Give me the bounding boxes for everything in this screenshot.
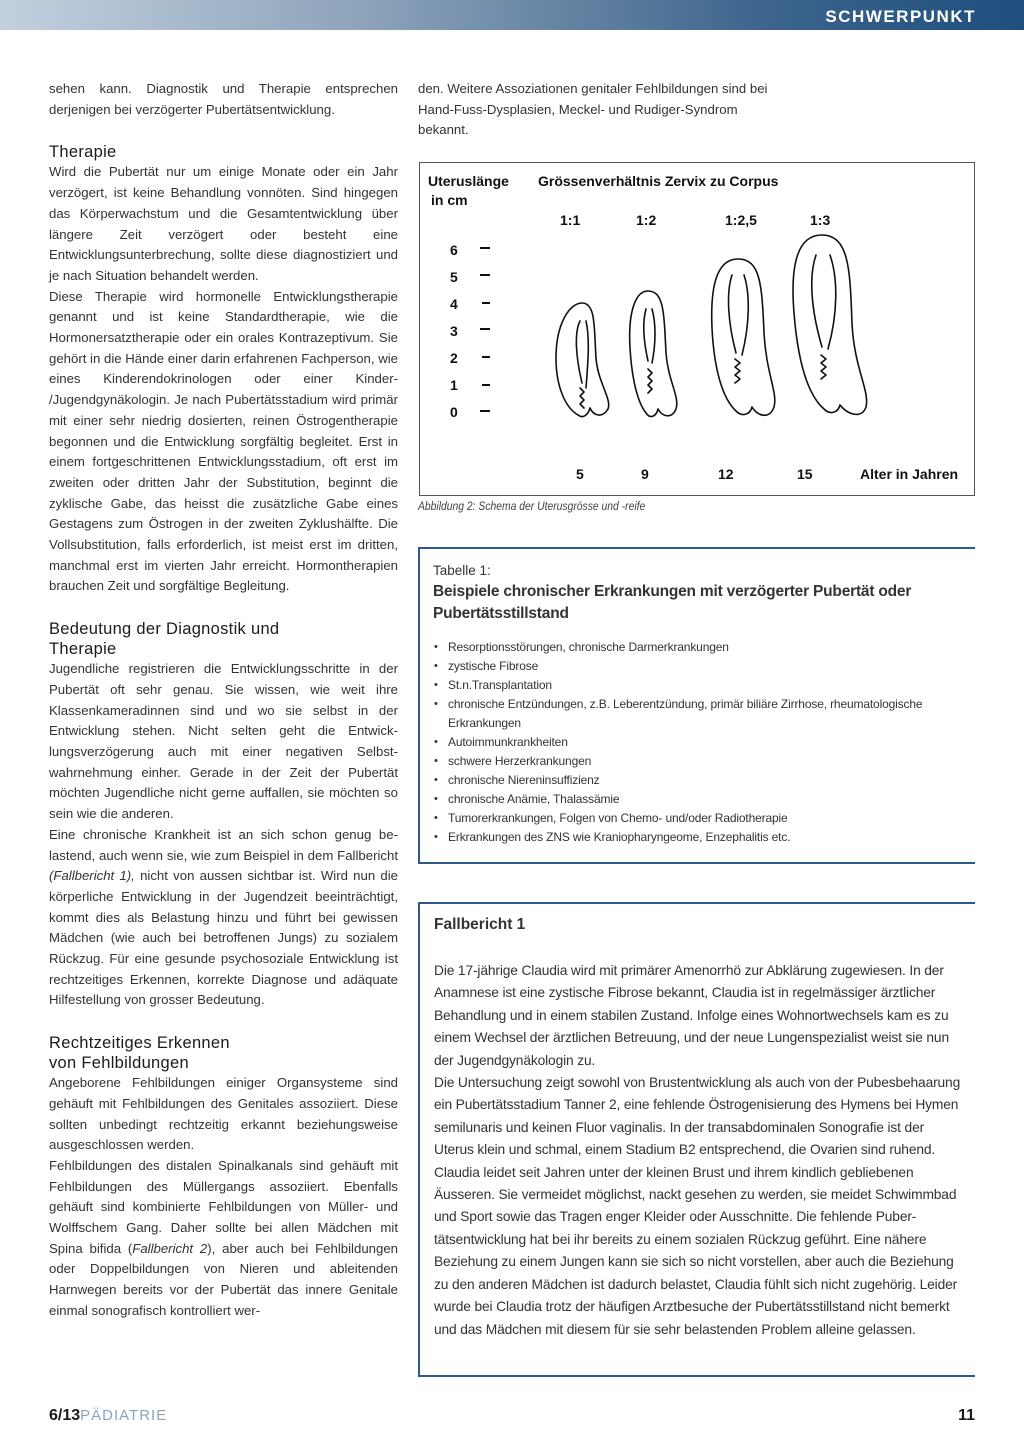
list-item: • chronische Niereninsuffizienz xyxy=(433,771,953,790)
age-label: 15 xyxy=(797,466,813,482)
case-report-1-text xyxy=(434,960,962,1341)
figure-ylabel-line-2: in cm xyxy=(431,192,468,208)
uterus-shape-age-15 xyxy=(793,235,867,414)
list-item: • Erkrankungen des ZNS wie Kraniopharyngeome, Enzephalitis etc. xyxy=(433,828,953,847)
list-item: • St.n.Transplantation xyxy=(433,676,953,695)
therapie-paragraph-1: Wird die Pubertät nur um einige Monate oder ein Jahr verzögert, ist keine Behandlung vonnöten. Sind hingegen das Körperwachstum und die Gesamtentwicklung über längere Zeit verzögert oder besteht eine Entwicklungsunterbrechung, sollte diese diagnostiziert und je nach Situation behandelt werden. xyxy=(49,164,398,283)
bedeutung-heading xyxy=(49,619,398,659)
age-label: 12 xyxy=(718,466,734,482)
case-report-1-box xyxy=(418,902,975,1377)
fehl-p2-text-b: ), aber auch bei Fehlbildungen oder Doppelbildungen von Nieren und ableitenden Harnwegen bereits vor der Pubertät das innere Genitale einmal sonografisch kontrolliert wer- xyxy=(49,1240,398,1318)
scale-label: 3 xyxy=(450,323,458,339)
list-item: • chronische Anämie, Thalassämie xyxy=(433,790,953,809)
case-report-1-title: Fallbericht 1 xyxy=(434,916,526,933)
therapie-heading: Therapie xyxy=(49,143,117,162)
uterus-shape-age-5 xyxy=(556,303,609,417)
figure-caption: Abbildung 2: Schema der Uterusgrösse und -reife xyxy=(418,501,646,513)
list-item: • Tumorerkrankungen, Folgen von Chemo- und/oder Radiotherapie xyxy=(433,809,953,828)
bedeutung-heading-line-1: Bedeutung der Diagnostik und xyxy=(49,620,280,639)
uterus-figure xyxy=(419,162,975,496)
bedeutung-p2-text-a: Eine chronische Krankheit ist an sich schon genug belastend, auch wenn sie, wie zum Beispiel in dem Fallbericht xyxy=(49,826,398,863)
left-column xyxy=(49,79,398,1322)
uterus-shape-age-9 xyxy=(630,291,677,416)
fehlbildungen-paragraph-2 xyxy=(49,1156,398,1322)
figure-ylabel-line-1: Uteruslänge xyxy=(428,173,509,189)
therapie-paragraph-2: Diese Therapie wird hormonelle Entwicklungstherapie genannt und ist keine Standardtherapie, wie die Hormonersatztherapie oder ein orales Kontrazeptivum. Sie gehört in die Hände einer darin erfahrenen Fachperson, wie eines Kinderendokrinologen oder einer Kinder- /Jugendgynäkologin. Je nach Pubertätsstadium wird primär mit einer sehr niedrig dosierten, reinen Östrogentherapie begonnen und die Entwicklung sorgfältig begleitet. Erst in einem fortgeschrittenen Entwicklungsstadium, oft erst im zweiten oder dritten Jahr der Substitution, beginnt die zyklische Gabe, das heisst die zusätzliche Gabe eines Gestagens zum Östrogen in der zweiten Zyklushälfte. Die Vollsubstitution, falls erforderlich, ist meist erst im dritten, manchmal erst im vierten Jahr erreicht. Hormontherapien brauchen Zeit und sorgfältige Begleitung. xyxy=(49,288,398,594)
right-column-text xyxy=(418,79,770,141)
intro-paragraph: sehen kann. Diagnostik und Therapie entsprechen derjenigen bei verzögerter Pubertätsentwicklung. xyxy=(49,81,398,117)
fehlbildungen-heading xyxy=(49,1033,398,1073)
scale-ticks xyxy=(480,248,490,411)
journal-name: PÄDIATRIE xyxy=(80,1407,168,1424)
case-report-paragraph-1: Die 17-jährige Claudia wird mit primärer Amenorrhö zur Abklärung zugewiesen. In der Anamnese ist eine zystische Fibrose bekannt, Claudia ist in regelmässiger ärztlicher Behandlung und in einem stabilen Zustand. Infolge eines Wohnortwechsels kam es zu einem Wechsel der ärztlichen Betreuung, und der neue Lungenspezialist weist sie nun der Jugendgynäkologin zu. xyxy=(434,963,949,1068)
age-label: 5 xyxy=(576,466,584,482)
ratio-label: 1:2 xyxy=(636,212,657,228)
list-item: • Resorptionsstörungen, chronische Darmerkrankungen xyxy=(433,638,953,657)
bedeutung-paragraph-1: Jugendliche registrieren die Entwicklungsschritte in der Pubertät oft sehr genau. Sie wissen, wie weit ihre Klassenkameradinnen sind und wo sie selbst in der Entwicklung stehen. Nicht selten geht die Entwicklungsverzögerung auch mit einer negativen Selbstwahrnehmung einher. Gerade in der Zeit der Pubertät möchten Jugendliche nicht gerne auffallen, sie möchten so sein wie die anderen. xyxy=(49,661,398,822)
fallbericht-2-reference: Fallbericht 2 xyxy=(132,1240,208,1256)
header-bar xyxy=(0,0,1024,30)
scale-label: 6 xyxy=(450,242,458,258)
scale-label: 4 xyxy=(450,296,458,312)
fehl-p2-text-a: Fehlbildungen des distalen Spinalkanals sind gehäuft mit Fehlbildungen des Müllergangs assoziiert. Ebenfalls gehäuft sind kombinierte Fehlbildungen von Müller- und Wolffschem Gang. Daher sollte bei allen Mädchen mit Spina bifida ( xyxy=(49,1157,398,1256)
table-1-title: Beispiele chronischer Erkrankungen mit verzögerter Pubertät oder Pubertätsstillstand xyxy=(433,583,912,622)
scale-label: 2 xyxy=(450,350,458,366)
list-item: • zystische Fibrose xyxy=(433,657,953,676)
ratio-label: 1:2,5 xyxy=(725,212,757,228)
fallbericht-1-reference: (Fallbericht 1), xyxy=(49,868,135,884)
bedeutung-heading-line-2: Therapie xyxy=(49,640,117,659)
table-1-list xyxy=(433,638,953,847)
ratio-label: 1:3 xyxy=(810,212,831,228)
section-label: SCHWERPUNKT xyxy=(825,7,976,26)
scale-label: 5 xyxy=(450,269,458,285)
issue-number: 6/13 xyxy=(49,1407,81,1424)
page-number: 11 xyxy=(958,1407,975,1424)
age-axis-label: Alter in Jahren xyxy=(860,466,959,482)
footer-issue xyxy=(49,1407,167,1425)
scale-label: 1 xyxy=(450,377,458,393)
ratio-label: 1:1 xyxy=(560,212,581,228)
bedeutung-paragraph-2 xyxy=(49,825,398,1011)
list-item: • schwere Herzerkrankungen xyxy=(433,752,953,771)
fehlbildungen-heading-line-1: Rechtzeitiges Erkennen xyxy=(49,1034,230,1053)
continuation-paragraph: den. Weitere Assoziationen genitaler Fehlbildungen sind bei Hand-Fuss-Dysplasien, Meckel- und Rudiger-Syndrom bekannt. xyxy=(418,81,768,138)
age-label: 9 xyxy=(641,466,649,482)
uterus-shape-age-12 xyxy=(712,259,775,415)
fehlbildungen-heading-line-2: von Fehlbildungen xyxy=(49,1054,189,1073)
scale-label: 0 xyxy=(450,404,458,420)
figure-title: Grössenverhältnis Zervix zu Corpus xyxy=(538,173,779,189)
case-report-paragraph-2: Die Untersuchung zeigt sowohl von Brustentwicklung als auch von der Pubesbehaarung ein Pubertätsstadium Tanner 2, eine fehlende Östrogenisierung des Hymens bei Hymen semilunaris und keinen Fluor vaginalis. In der transabdominalen Sonografie ist der Uterus klein und schmal, einem Stadium B2 entsprechend, die Ovarien sind ruhend. Claudia leidet seit Jahren unter der kleinen Brust und ihrem kindlich gebliebenen Äusseren. Sie vermeidet möglichst, nackt gesehen zu werden, sie meidet Schwimmbad und Sport sowie das Tragen enger Kleider oder Ausschnitte. Die fehlende Pubertätsentwicklung hat bei ihr bereits zu einem sozialen Rückzug geführt. Eine nähere Beziehung zu einem Jungen kann sie sich so nicht vorstellen, aber auch die Beziehung zu den anderen Mädchen ist dadurch belastet, Claudia fühlt sich nicht zugehörig. Leider wurde bei Claudia trotz der häufigen Arztbesuche der Pubertätsstillstand nicht bemerkt und das Mädchen mit diesem für sie sehr belastenden Problem alleine gelassen. xyxy=(434,1075,961,1337)
bedeutung-p2-text-b: nicht von aussen sichtbar ist. Wird nun die körperliche Entwicklung in der Jugendzeit beeinträchtigt, kommt dies als Belastung hinzu und führt bei gewissen Mädchen (wie auch bei betroffenen Jungs) zu sozialem Rückzug. Für eine gesunde psychosoziale Entwicklung ist rechtzeitiges Erkennen, korrekte Diagnose und adäquate Hilfestellung von grosser Bedeutung. xyxy=(49,868,399,1008)
list-item: • Autoimmunkrankheiten xyxy=(433,733,953,752)
table-1-box xyxy=(418,547,975,864)
table-1-label: Tabelle 1: xyxy=(433,563,491,578)
fehlbildungen-paragraph-1: Angeborene Fehlbildungen einiger Organsysteme sind gehäuft mit Fehlbildungen des Genitales assoziiert. Diese sollten unbedingt rechtzeitig erkannt beziehungsweise ausgeschlossen werden. xyxy=(49,1075,398,1153)
list-item: • chronische Entzündungen, z.B. Leberentzündung, primär biliäre Zirrhose, rheumatologische Erkrankungen xyxy=(433,695,953,733)
uterus-diagram xyxy=(420,163,974,495)
